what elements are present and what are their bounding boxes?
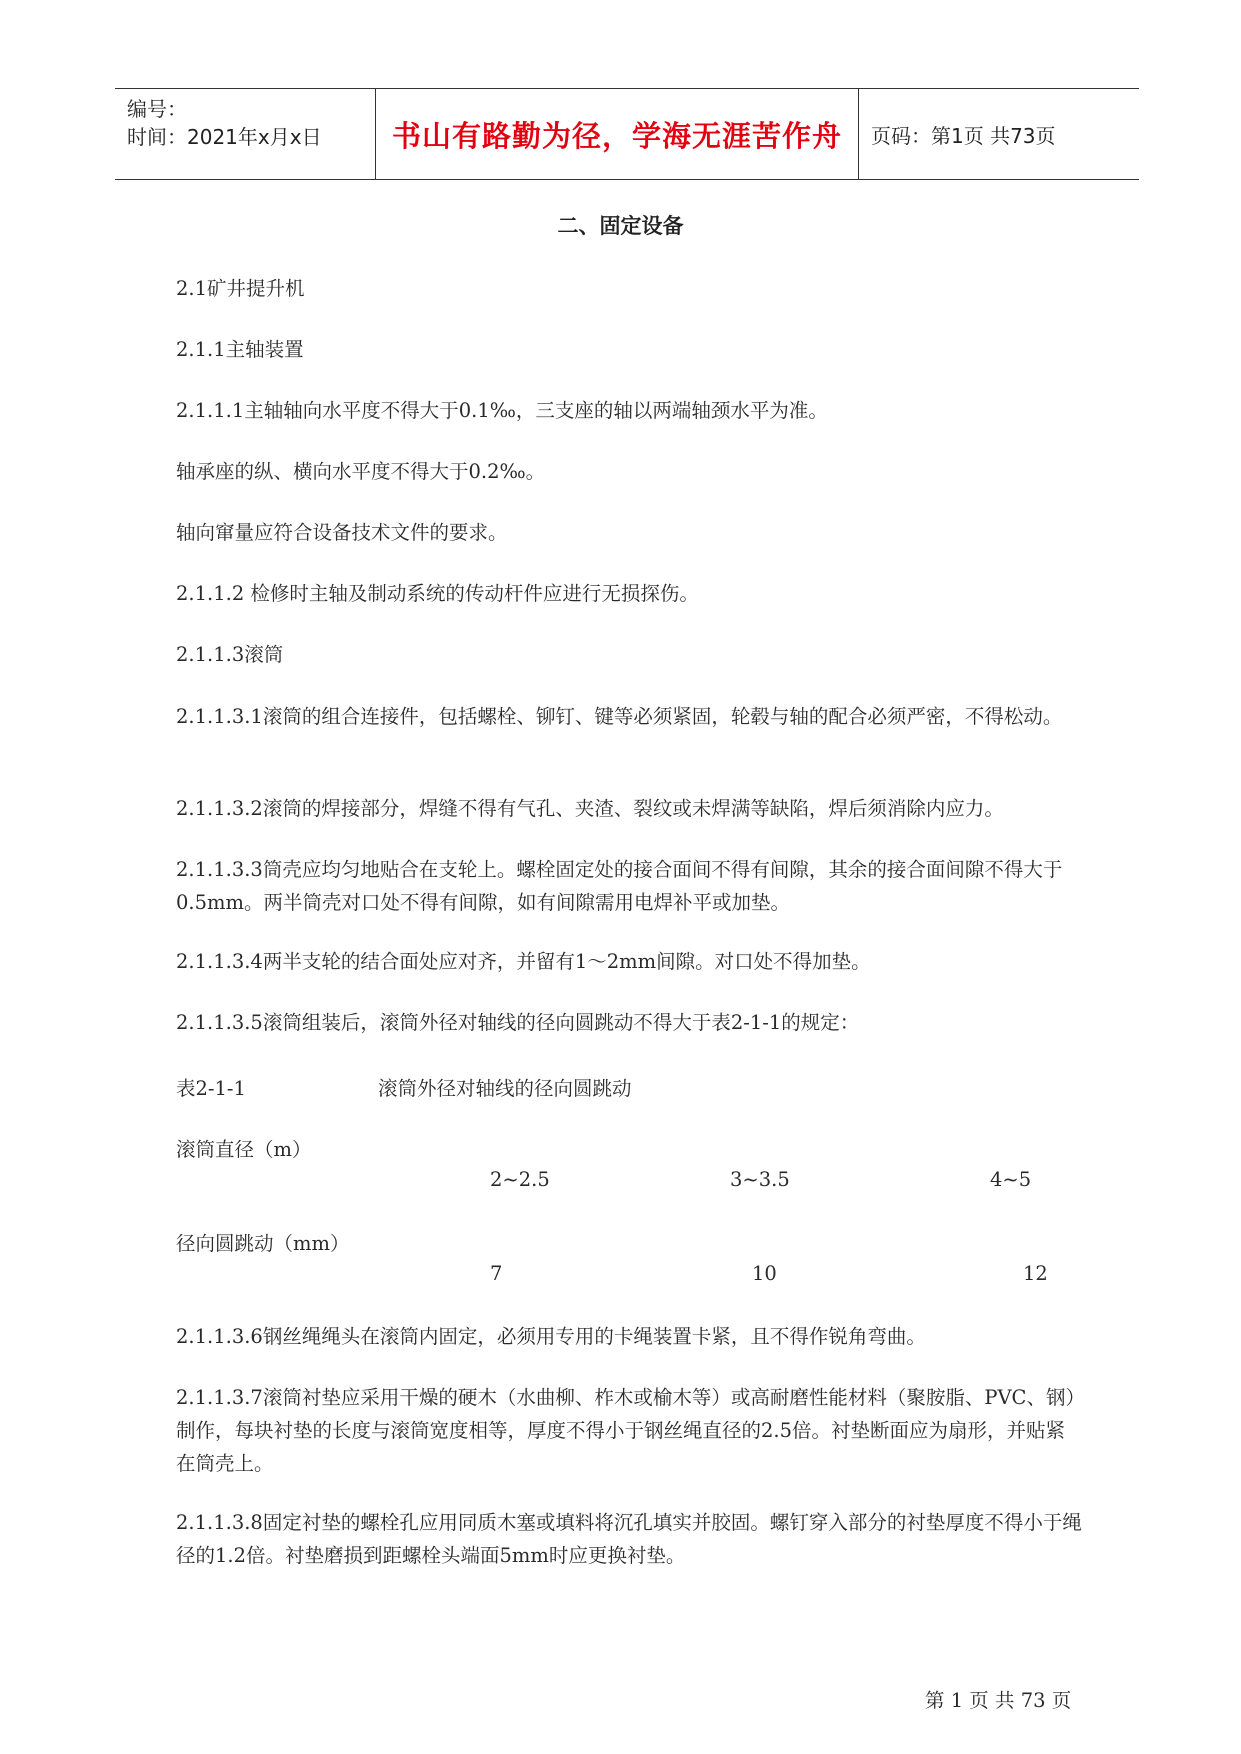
table-cell: 10 [752, 1262, 777, 1285]
paragraph: 2.1.1主轴装置 [176, 338, 304, 361]
paragraph: 2.1.1.3滚筒 [176, 643, 284, 666]
table-row-label: 滚筒直径（m） [176, 1138, 312, 1161]
paragraph: 2.1.1.3.7滚筒衬垫应采用干燥的硬木（水曲柳、柞木或榆木等）或高耐磨性能材料（聚胺脂、PVC、钢）制作，每块衬垫的长度与滚筒宽度相等，厚度不得小于钢丝绳直径的2.5倍。衬垫断面应为扇形，并贴紧在筒壳上。 [176, 1386, 1076, 1475]
paragraph: 2.1.1.3.5滚筒组装后，滚筒外径对轴线的径向圆跳动不得大于表2-1-1的规定： [176, 1011, 860, 1034]
paragraph: 2.1.1.3.2滚筒的焊接部分，焊缝不得有气孔、夹渣、裂纹或未焊满等缺陷，焊后须消除内应力。 [176, 797, 1004, 820]
paragraph: 2.1.1.3.1滚筒的组合连接件，包括螺栓、铆钉、键等必须紧固，轮毂与轴的配合必须严密，不得松动。 [176, 705, 1063, 728]
document-header [115, 88, 1139, 180]
table-cell: 4~5 [990, 1168, 1032, 1191]
table-cell: 7 [490, 1262, 503, 1285]
paragraph: 2.1.1.3.4两半支轮的结合面处应对齐，并留有1～2mm间隙。对口处不得加垫。 [176, 950, 871, 973]
table-row-label: 径向圆跳动（mm） [176, 1232, 350, 1255]
page-code: 页码：第1页 共73页 [871, 123, 1056, 148]
paragraph: 2.1.1.3.8固定衬垫的螺栓孔应用同质木塞或填料将沉孔填实并胶固。螺钉穿入部分的衬垫厚度不得小于绳径的1.2倍。衬垫磨损到距螺栓头端面5mm时应更换衬垫。 [176, 1511, 1082, 1567]
header-left-cell [115, 89, 375, 179]
paragraph: 2.1.1.1主轴轴向水平度不得大于0.1‰，三支座的轴以两端轴颈水平为准。 [176, 399, 828, 422]
header-motto-cell [375, 89, 859, 179]
table-caption-title: 滚筒外径对轴线的径向圆跳动 [378, 1077, 632, 1100]
page-footer: 第 1 页 共 73 页 [925, 1689, 1072, 1712]
table-cell: 12 [1023, 1262, 1048, 1285]
paragraph: 轴承座的纵、横向水平度不得大于0.2‰。 [176, 460, 546, 483]
paragraph: 轴向窜量应符合设备技术文件的要求。 [176, 521, 508, 544]
section-title: 二、固定设备 [557, 214, 684, 238]
table-cell: 2~2.5 [490, 1168, 550, 1191]
paragraph: 2.1矿井提升机 [176, 277, 305, 300]
table-cell: 3~3.5 [730, 1168, 790, 1191]
time-label: 时间：2021年x月x日 [127, 125, 322, 149]
motto: 书山有路勤为径，学海无涯苦作舟 [391, 118, 842, 153]
header-page-cell [859, 89, 1139, 179]
paragraph: 2.1.1.3.3筒壳应均匀地贴合在支轮上。螺栓固定处的接合面间不得有间隙，其余的接合面间隙不得大于0.5mm。两半筒壳对口处不得有间隙，如有间隙需用电焊补平或加垫。 [176, 858, 1063, 914]
paragraph: 2.1.1.2 检修时主轴及制动系统的传动杆件应进行无损探伤。 [176, 582, 699, 605]
number-label: 编号： [127, 97, 187, 121]
table-caption-id: 表2-1-1 [176, 1077, 246, 1100]
paragraph: 2.1.1.3.6钢丝绳绳头在滚筒内固定，必须用专用的卡绳装置卡紧，且不得作锐角弯曲。 [176, 1325, 926, 1348]
